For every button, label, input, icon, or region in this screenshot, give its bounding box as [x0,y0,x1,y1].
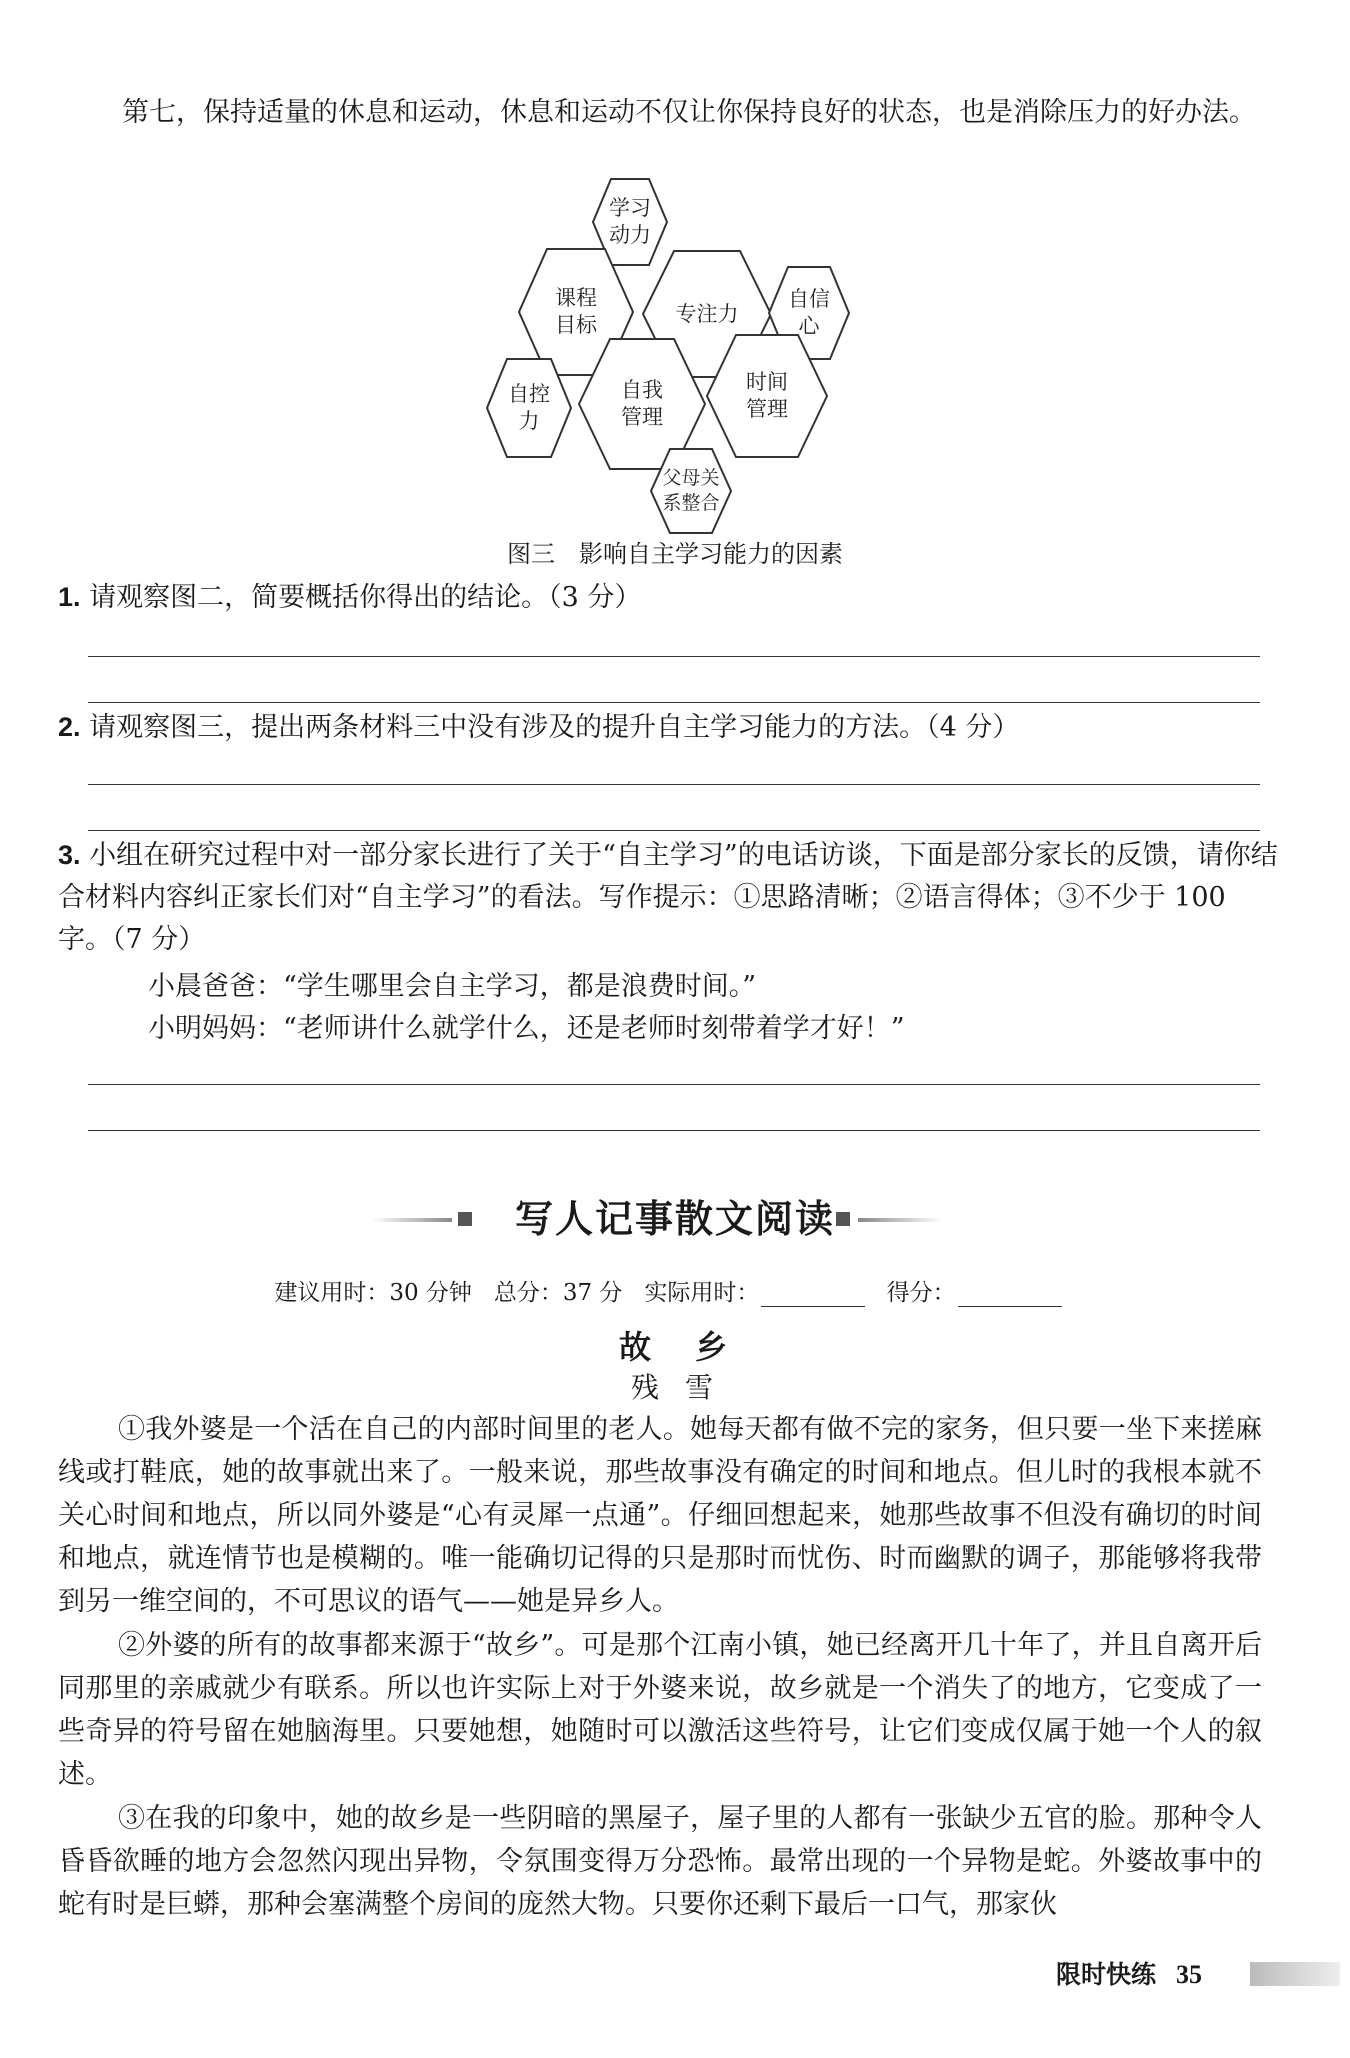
score-blank[interactable] [958,1282,1062,1307]
score-label: 得分： [886,1280,956,1306]
section-title: 写人记事散文阅读 [514,1197,835,1241]
parent-quote-1: 小晨爸爸：“学生哪里会自主学习，都是浪费时间。” [148,971,757,1002]
article-paragraph-3: ③在我的印象中，她的故乡是一些阴暗的黑屋子，屋子里的人都有一张缺少五官的脸。那种令人昏昏欲睡的地方会忽然闪现出异物，令氛围变得万分恐怖。最常出现的一个异物是蛇。外婆故事中的蛇有时是巨蟒，那种会塞满整个房间的庞然大物。只要你还剩下最后一口气，那家伙 [58,1803,1262,1920]
intro-paragraph: 第七，保持适量的休息和运动，休息和运动不仅让你保持良好的状态，也是消除压力的好办法。 [122,97,1256,128]
figure-caption: 图三 影响自主学习能力的因素 [507,540,843,568]
hex-parent-relation: 父母关 系整合 [650,448,732,534]
answer-line[interactable] [88,1084,1260,1085]
question-number: 1. [58,582,81,612]
question-3 [58,834,1278,961]
hex-self-control: 自控 力 [486,358,572,458]
total-score: 总分：37 分 [493,1280,623,1306]
question-number: 3. [58,840,81,870]
answer-line[interactable] [88,784,1260,785]
title-decoration-right [858,1218,942,1222]
actual-time-blank[interactable] [761,1282,865,1307]
question-text: 请观察图二，简要概括你得出的结论。（3 分） [89,582,642,613]
hexagon-diagram [470,178,870,538]
book-title: 限时快练 [1056,1961,1157,1989]
hex-course-goal: 课程 目标 [518,248,634,376]
question-1 [58,576,1278,619]
parent-quote-2: 小明妈妈：“老师讲什么就学什么，还是老师时刻带着学才好！” [148,1013,905,1044]
answer-line[interactable] [88,656,1260,657]
article-title: 故乡 [618,1328,771,1366]
hex-self-management: 自我 管理 [578,338,706,470]
hex-confidence: 自信 心 [768,266,850,360]
question-text: 请观察图三，提出两条材料三中没有涉及的提升自主学习能力的方法。（4 分） [89,712,1020,743]
exercise-meta [0,1274,1350,1307]
article-paragraph-2: ②外婆的所有的故事都来源于“故乡”。可是那个江南小镇，她已经离开几十年了，并且自离开后同那里的亲戚就少有联系。所以也许实际上对于外婆来说，故乡就是一个消失了的地方，它变成了一些奇异的符号留在她脑海里。只要她想，她随时可以激活这些符号，让它们变成仅属于她一个人的叙述。 [58,1630,1262,1790]
answer-line[interactable] [88,702,1260,703]
footer-decoration [1250,1962,1340,1986]
question-number: 2. [58,712,81,742]
title-ornament-right [836,1212,850,1226]
article-author: 残雪 [630,1371,739,1404]
answer-line[interactable] [88,1130,1260,1131]
actual-time-label: 实际用时： [644,1280,760,1306]
page-number: 35 [1176,1960,1203,1989]
hex-motivation: 学习 动力 [592,178,668,266]
question-2 [58,706,1278,749]
page-footer [1056,1955,1202,1991]
article-paragraph-1: ①我外婆是一个活在自己的内部时间里的老人。她每天都有做不完的家务，但只要一坐下来搓麻线或打鞋底，她的故事就出来了。一般来说，那些故事没有确定的时间和地点。但儿时的我根本就不关心时间和地点，所以同外婆是“心有灵犀一点通”。仔细回想起来，她那些故事不但没有确切的时间和地点，就连情节也是模糊的。唯一能确切记得的只是那时而忧伤、时而幽默的调子，那能够将我带到另一维空间的，不可思议的语气——她是异乡人。 [58,1414,1262,1617]
answer-line[interactable] [88,830,1260,831]
hex-focus: 专注力 [642,250,772,378]
question-text: 小组在研究过程中对一部分家长进行了关于“自主学习”的电话访谈，下面是部分家长的反馈，请你结合材料内容纠正家长们对“自主学习”的看法。写作提示：①思路清晰；②语言得体；③不少于 100 字。（7 分） [58,840,1278,955]
suggested-time: 建议用时：30 分钟 [274,1280,472,1306]
hex-time-management: 时间 管理 [706,334,828,458]
